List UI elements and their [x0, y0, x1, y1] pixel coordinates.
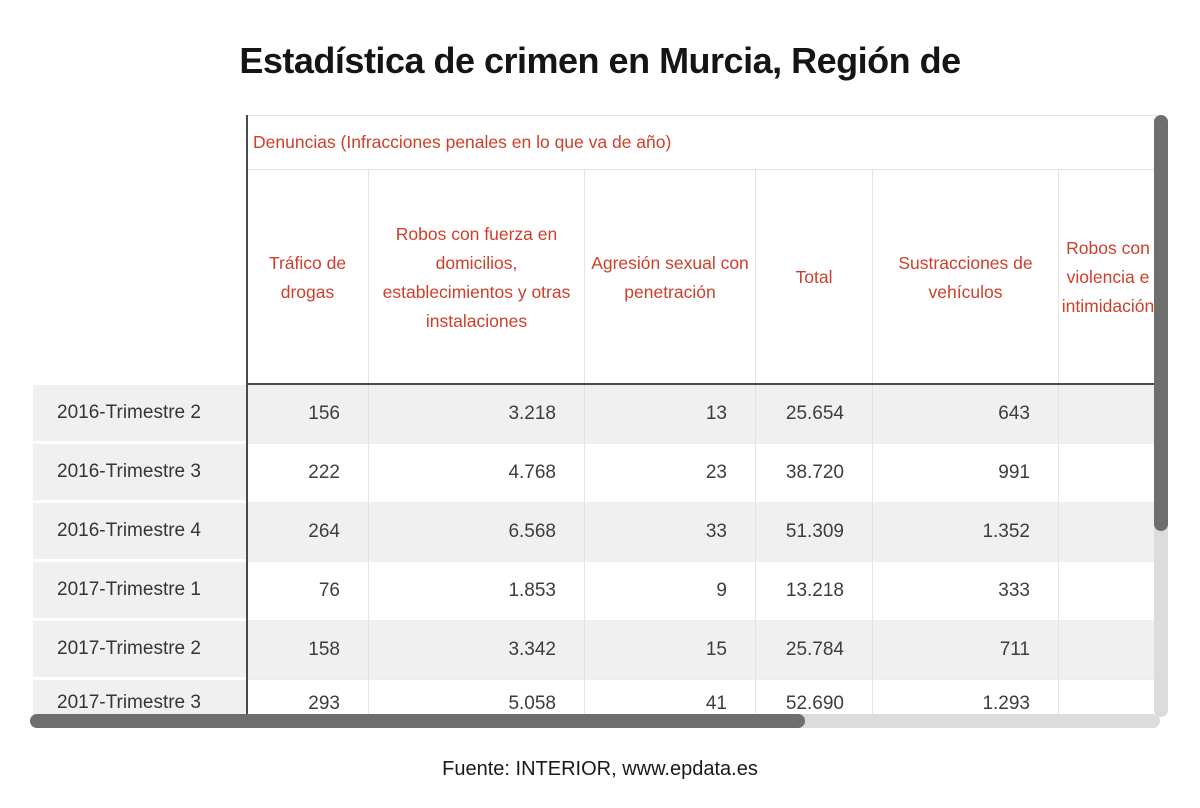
row-label: 2016-Trimestre 2 — [33, 385, 247, 444]
table-body — [33, 385, 1157, 728]
cell-value: 293 — [247, 680, 368, 728]
cell-value: 6.568 — [368, 503, 584, 562]
table-group-header: Denuncias (Infracciones penales en lo que va de año) — [247, 115, 1157, 170]
cell-value — [1058, 444, 1157, 503]
label-column-divider — [246, 115, 248, 718]
row-label: 2017-Trimestre 3 — [33, 680, 247, 728]
column-header-robos-violencia — [1058, 170, 1157, 385]
cell-value: 13 — [584, 385, 755, 444]
cell-value: 1.293 — [872, 680, 1058, 728]
table-row — [33, 621, 1157, 680]
header-body-divider — [247, 383, 1157, 385]
cell-value: 51.309 — [755, 503, 872, 562]
column-header-agresion-sexual: Agresión sexual con penetración — [584, 170, 755, 385]
cell-value: 25.784 — [755, 621, 872, 680]
column-header-trafico-drogas: Tráfico de drogas — [247, 170, 368, 385]
page-title: Estadística de crimen en Murcia, Región de — [239, 40, 961, 81]
cell-value: 3.342 — [368, 621, 584, 680]
cell-value: 156 — [247, 385, 368, 444]
table-row — [33, 444, 1157, 503]
cell-value: 5.058 — [368, 680, 584, 728]
column-header-sustracciones: Sustracciones de vehículos — [872, 170, 1058, 385]
source-attribution: Fuente: INTERIOR, www.epdata.es — [442, 758, 758, 780]
row-label: 2017-Trimestre 2 — [33, 621, 247, 680]
column-header-robos-fuerza: Robos con fuerza en domicilios, establecimientos y otras instalaciones — [368, 170, 584, 385]
row-label: 2016-Trimestre 3 — [33, 444, 247, 503]
vertical-scrollbar-thumb[interactable] — [1154, 115, 1168, 531]
cell-value — [1058, 621, 1157, 680]
cell-value: 4.768 — [368, 444, 584, 503]
cell-value: 33 — [584, 503, 755, 562]
cell-value: 25.654 — [755, 385, 872, 444]
cell-value: 23 — [584, 444, 755, 503]
column-header-total: Total — [755, 170, 872, 385]
cell-value: 1.352 — [872, 503, 1058, 562]
cell-value: 13.218 — [755, 562, 872, 621]
cell-value: 15 — [584, 621, 755, 680]
cell-value: 38.720 — [755, 444, 872, 503]
cell-value: 3.218 — [368, 385, 584, 444]
column-header-robos-violencia-label: Robos con violencia e intimidación — [1061, 238, 1155, 316]
row-label: 2016-Trimestre 4 — [33, 503, 247, 562]
table-row — [33, 562, 1157, 621]
cell-value: 76 — [247, 562, 368, 621]
table-row — [33, 503, 1157, 562]
cell-value: 643 — [872, 385, 1058, 444]
cell-value: 41 — [584, 680, 755, 728]
cell-value: 333 — [872, 562, 1058, 621]
horizontal-scrollbar-track[interactable] — [30, 714, 1160, 728]
cell-value: 158 — [247, 621, 368, 680]
horizontal-scrollbar-thumb[interactable] — [30, 714, 805, 728]
vertical-scrollbar-track[interactable] — [1154, 115, 1168, 717]
cell-value: 222 — [247, 444, 368, 503]
cell-value — [1058, 562, 1157, 621]
crime-stats-table — [33, 115, 1157, 728]
table-row — [33, 385, 1157, 444]
cell-value: 264 — [247, 503, 368, 562]
row-label: 2017-Trimestre 1 — [33, 562, 247, 621]
cell-value: 991 — [872, 444, 1058, 503]
cell-value: 52.690 — [755, 680, 872, 728]
cell-value: 711 — [872, 621, 1058, 680]
column-header-row — [247, 170, 1157, 385]
cell-value: 9 — [584, 562, 755, 621]
cell-value — [1058, 503, 1157, 562]
cell-value — [1058, 385, 1157, 444]
cell-value: 1.853 — [368, 562, 584, 621]
